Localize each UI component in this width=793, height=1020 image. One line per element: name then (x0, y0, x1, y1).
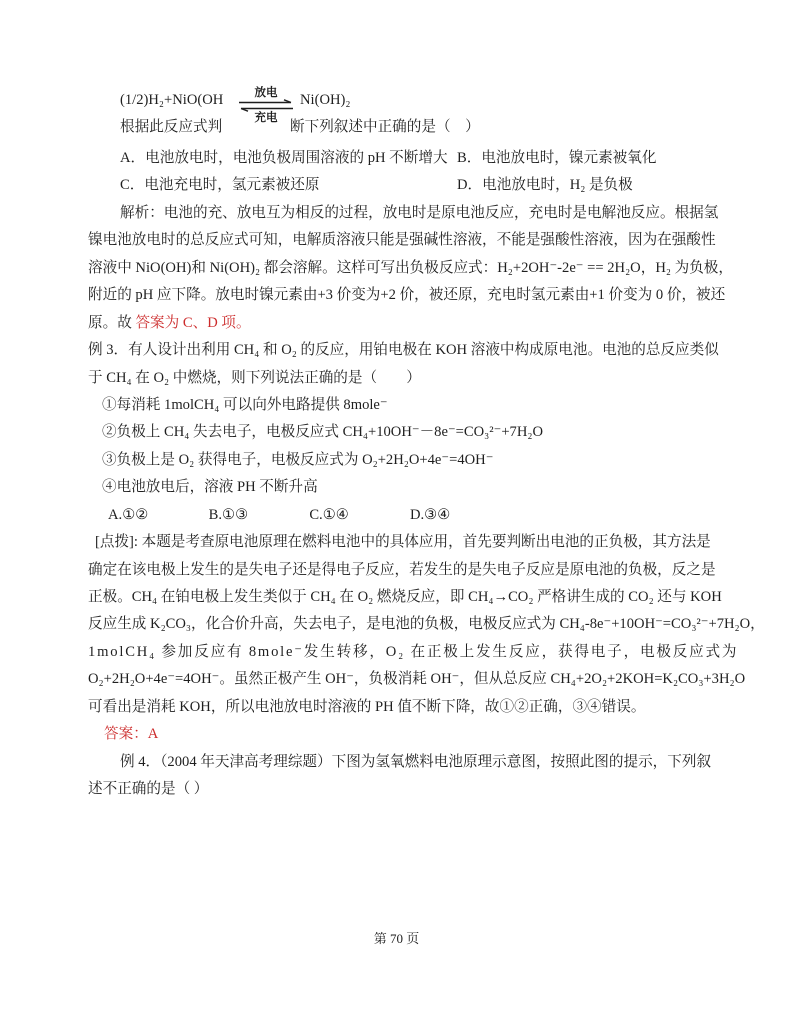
comment-line-1: [点拨]: 本题是考查原电池原理在燃料电池中的具体应用，首先要判断出电池的正负极，其方法是 (95, 534, 711, 551)
question1-options-row-cd (88, 172, 710, 199)
analysis-line-5-text: 原。故 (88, 314, 132, 331)
question1-options-row-ab (88, 145, 710, 172)
example3-item-3: ③负极上是 O₂ 获得电子，电极反应式为 O₂+2H₂O+4e⁻=4OH⁻ (102, 451, 494, 468)
question1-option-a: A．电池放电时，电池负极周围溶液的 pH 不断增大 (120, 150, 448, 166)
analysis-line-3: 溶液中 NiO(OH)和 Ni(OH)₂ 都会溶解。这样可写出负极反应式：H₂+2OH⁻-2e⁻ == 2H₂O，H₂ 为负极， (88, 259, 733, 276)
discharge-label: 放电 (254, 87, 278, 99)
example3-option-d: D.③④ (409, 506, 451, 523)
comment-line-3: 正极。CH₄ 在铂电极上发生类似于 CH₄ 在 O₂ 燃烧反应，即 CH₄→CO₂ 严格讲生成的 CO₂ 还与 KOH (88, 589, 722, 605)
question1-option-b: B．电池放电时，镍元素被氧化 (457, 150, 657, 166)
analysis-line-2: 镍电池放电时的总反应式可知，电解质溶液只能是强碱性溶液，不能是强酸性溶液，因为在强酸性 (88, 232, 716, 249)
example3-option-b: B.①③ (208, 506, 249, 523)
document-content (88, 86, 765, 804)
analysis-line-4: 附近的 pH 应下降。放电时镍元素由+3 价变为+2 价，被还原，充电时氢元素由+1 价变为 0 价，被还 (88, 287, 726, 304)
equation-left-side: (1/2)H₂+NiO(OH (120, 92, 224, 108)
equilibrium-arrow-svg (237, 99, 295, 112)
page-number-footer: 第 70 页 (373, 931, 420, 946)
comment-line-4: 反应生成 K₂CO₃，化合价升高，失去电子，是电池的负极，电极反应式为 CH₄-8e⁻+10OH⁻=CO₃²⁻+7H₂O， (88, 616, 765, 633)
example3-item-2: ②负极上 CH₄ 失去电子，电极反应式 CH₄+10OH⁻－8e⁻=CO₃²⁻+7H₂O (102, 424, 544, 441)
question1-stem-right: 断下列叙述中正确的是（ ） (290, 119, 480, 135)
example3-option-c: C.①④ (309, 506, 349, 523)
example3-item-1: ①每消耗 1molCH₄ 可以向外电路提供 8mole⁻ (102, 396, 388, 413)
question1-stem-left: 根据此反应式判 (120, 119, 223, 135)
charge-label: 充电 (254, 112, 278, 124)
example3-options-row (88, 502, 710, 529)
question1-option-c: C．电池充电时，氢元素被还原 (120, 177, 320, 194)
analysis-line-5 (88, 310, 710, 337)
nickel-hydrogen-equation-block (88, 86, 710, 145)
comment-line-5: 1molCH₄ 参加反应有 8mole⁻发生转移，O₂ 在正极上发生反应，获得电子，电极反应式为 (88, 643, 739, 660)
comment-line-7: 可看出是消耗 KOH，所以电池放电时溶液的 PH 值不断下降，故①②正确，③④错误。 (88, 698, 646, 715)
comment-line-6: O₂+2H₂O+4e⁻=4OH⁻。虽然正极产生 OH⁻，负极消耗 OH⁻，但从总反应 CH₄+2O₂+2KOH=K₂CO₃+3H₂O (88, 671, 746, 688)
equation-right-side: Ni(OH)₂ (300, 92, 351, 108)
question1-option-d: D．电池放电时，H₂ 是负极 (457, 177, 633, 194)
reversible-reaction-arrows (234, 87, 298, 124)
example3-option-a: A.①② (108, 506, 149, 523)
answer-highlight-cd: 答案为 C、D 项。 (135, 314, 251, 331)
example3-item-4: ④电池放电后，溶液 PH 不断升高 (102, 479, 318, 496)
analysis-line-1: 解析：电池的充、放电互为相反的过程，放电时是原电池反应，充电时是电解池反应。根据氢 (120, 204, 719, 221)
comment-line-2: 确定在该电极上发生的是失电子还是得电子反应，若发生的是失电子反应是原电池的负极，反之是 (88, 561, 716, 578)
example3-stem-line-1: 例 3．有人设计出利用 CH₄ 和 O₂ 的反应，用铂电极在 KOH 溶液中构成原电池。电池的总反应类似 (88, 342, 719, 359)
example4-stem-line-2: 述不正确的是（ ） (88, 781, 209, 798)
example4-stem-line-1: 例 4．（2004 年天津高考理综题）下图为氢氧燃料电池原理示意图，按照此图的提示，下列叙 (120, 753, 712, 770)
example3-stem-line-2: 于 CH₄ 在 O₂ 中燃烧，则下列说法正确的是（ ） (88, 369, 421, 386)
answer-highlight-a: 答案：A (104, 726, 159, 743)
